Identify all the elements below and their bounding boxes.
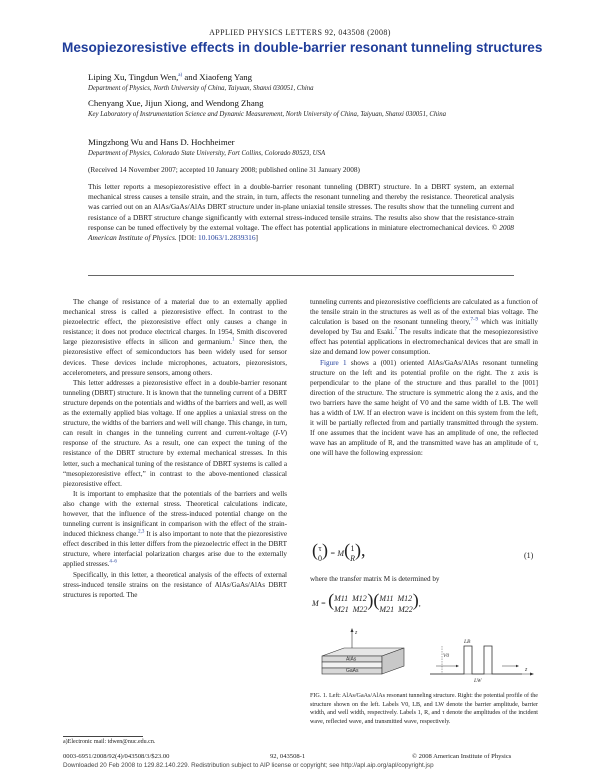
matrix-element: M21 xyxy=(334,605,349,615)
eq2-lhs: M = xyxy=(312,599,327,608)
text: This letter addresses a piezoresistive effect in a double-barrier resonant tunneling (DBRT) structure. It is known that the tunneling current of a DBRT structure depends on the potentials and widths of the barriers and well, as well as the externally applied bias voltage. If one applies a uniaxial stress on the structure, the widths of the barriers and well will change. This change, in turn, can result in changes in the tunneling current and current-voltage ( xyxy=(63,378,287,438)
abstract xyxy=(88,182,514,243)
download-line: Downloaded 20 Feb 2008 to 129.82.140.229. Redistribution subject to AIP license or copyright; see http://apl.aip.org/apl/copyright.jsp xyxy=(63,762,434,769)
abstract-divider xyxy=(88,275,514,276)
text: shows a (001) oriented AlAs/GaAs/AlAs resonant tunneling structure on the left and its potential profile on the right. The z axis is perpendicular to the plane of the structure and thus parallel to the [001] direction of the structure. The structure is symmetric along the z axis, and the two barriers have the same height of V0 and the same width of LB. The well has a width of LW. If an electron wave is incident on this system from the left, it will be partially reflected from and partially transmitted through the system. If one assumes that the incident wave has an amplitude of one, the reflected wave has an amplitude of R, and the transmitted wave has an amplitude of τ, one will have the following expression: xyxy=(310,358,538,458)
matrix-element: M11 xyxy=(334,594,349,604)
text: The change of resistance of a material due to an externally applied mechanical stress is called a piezoresistive effect. In contrast to the piezoelectric effect, the piezoresistive effect only causes a change in resistance; it does not produce electrical charges. In 1954, Smith discovered large piezoresistive effects in silicon and germanium. xyxy=(63,298,287,347)
doi-suffix: ] xyxy=(255,233,258,243)
paragraph xyxy=(310,358,538,459)
matrix-element: M12 xyxy=(352,594,367,604)
text: Specifically, in this letter, a theoretical analysis of the effects of external stress-induced tensile strains on the resistance of AlAs/GaAs/AlAs DBRT structures is reported. The xyxy=(63,570,287,599)
eq-rhs-bot: R xyxy=(350,554,355,564)
structure-diagram xyxy=(322,628,404,674)
paper-title: Mesopiezoresistive effects in double-barrier resonant tunneling structures xyxy=(62,40,543,55)
author-names-1-tail: and Xiaofeng Yang xyxy=(182,72,253,82)
label-v0: V0 xyxy=(443,653,450,659)
right-column xyxy=(310,297,538,459)
matrix-element: M12 xyxy=(397,594,413,604)
copyright-line: © 2008 American Institute of Physics. xyxy=(88,222,515,243)
paragraph xyxy=(63,378,287,489)
author-line-2: Chenyang Xue, Jijun Xiong, and Wendong Zhang xyxy=(88,98,264,108)
author-line-1 xyxy=(88,72,252,82)
eq-mid: = M xyxy=(330,549,345,558)
left-column xyxy=(63,297,287,600)
doi-link[interactable]: 10.1063/1.2839316 xyxy=(198,233,256,243)
bottom-page-number: 92, 043508-1 xyxy=(270,753,306,760)
transfer-matrix-text: where the transfer matrix M is determined by xyxy=(310,575,440,583)
text: The results indicate that the mesopiezoresistive effect has potential applications in electromechanical devices that are small in size and demand low power consumption. xyxy=(310,328,538,357)
affiliation-2: Key Laboratory of Instrumentation Science and Dynamic Measurement, North University of China, Taiyuan, Shanxi 030051, China xyxy=(88,111,446,118)
bottom-left-code: 0003-6951/2008/92(4)/043508/3/$23.00 xyxy=(63,753,170,760)
equation-1: (τ 0) = M(1 R), xyxy=(312,540,366,564)
eq-rhs-top: 1 xyxy=(350,544,355,554)
eq2-end: , xyxy=(418,599,421,608)
figure-1 xyxy=(312,626,542,684)
label-z-left: z xyxy=(355,630,358,636)
reference-link[interactable]: 7–9 xyxy=(470,317,478,323)
text: ) response of the structure. As a result, one can expect the tuning of the resistance of the DBRT structure by external mechanical stresses. In this letter, such a mechanical tuning of the resistance of DBRT systems is called a “mesopiezoresistive effect,” in contrast to the above-mentioned classical piezoresistive effect. xyxy=(63,429,287,488)
reference-link[interactable]: 1 xyxy=(232,338,235,343)
journal-header: APPLIED PHYSICS LETTERS 92, 043508 (2008) xyxy=(209,28,391,37)
matrix-element: M22 xyxy=(398,605,413,615)
reference-link[interactable]: 7 xyxy=(394,327,398,333)
paragraph xyxy=(63,570,287,600)
affiliation-1: Department of Physics, North University of China, Taiyuan, Shanxi 030051, China xyxy=(88,85,314,92)
affiliation-3: Department of Physics, Colorado State University, Fort Collins, Colorado 80523, USA xyxy=(88,150,326,157)
label-gaas: GaAs xyxy=(346,668,359,674)
paragraph xyxy=(63,297,287,378)
label-z-right: z xyxy=(525,667,528,673)
footnote: a)Electronic mail: tdwen@nuc.edu.cn. xyxy=(63,739,156,745)
equation-2: M = (M11 M12 M21 M22)(M11 M12 M21 M22), xyxy=(312,590,421,615)
bottom-right-copyright: © 2008 American Institute of Physics xyxy=(412,753,512,760)
text: tunneling currents and piezoresistive coefficients are calculated as a function of the tensile strain in the structures as well as of the external bias voltage. The calculation is based on the resonant tunneling theory, xyxy=(310,298,538,327)
label-alas: AlAs xyxy=(346,656,357,663)
eq-lhs-top: τ xyxy=(318,544,322,554)
doi-prefix: [DOI: xyxy=(178,233,199,243)
label-lw: LW xyxy=(474,678,482,684)
footnote-link[interactable]: a) xyxy=(178,73,183,79)
reference-link[interactable]: 4–6 xyxy=(109,560,117,566)
author-names-1: Liping Xu, Tingdun Wen, xyxy=(88,72,179,82)
text: It is also important to note that the piezoresistive effect described in this letter differs from the piezoelectric effect in the DBRT structure, where interfacial polarization charges arise due to the externally applied stresses. xyxy=(63,530,287,569)
text: It is important to emphasize that the potentials of the barriers and wells also change with the external stress. Theoretical calculations indicate, however, that the influence of the stress-induced potential change on the tunneling current is insignificant in comparison with the effect of the strain-induced thickness change. xyxy=(63,489,287,539)
matrix-element: M11 xyxy=(379,594,394,604)
label-lb: LB xyxy=(464,639,471,645)
matrix-element: M22 xyxy=(352,605,368,615)
author-line-3: Mingzhong Wu and Hans D. Hochheimer xyxy=(88,137,235,147)
figure-caption: FIG. 1. Left: AlAs/GaAs/AlAs resonant tunneling structure. Right: the potential profile of the structure shown on the left. Labels V0, LB, and LW denote the barrier amplitude, barrier width, and well width, respectively. Labels 1, R, and τ denote the amplitudes of the incident wave, reflected wave, and transmitted wave, respectively. xyxy=(310,693,538,725)
paragraph xyxy=(63,489,287,570)
equation-1-number: (1) xyxy=(524,551,534,560)
paragraph xyxy=(310,297,538,358)
reference-link[interactable]: 2,3 xyxy=(138,529,145,535)
abstract-text: This letter reports a mesopiezoresistive effect in a double-barrier resonant tunneling (DBRT) structure. In a DBRT system, an external mechanical stress causes a tensile strain, and the strain, in turn, affects the resonant tunneling and thereby the resistance. Theoretical analysis was carried out on an AlAs/GaAs/AlAs DBRT structure under in-plane uniaxial tensile stresses. The results show that the tunneling current and resistance of a DBRT structure change significantly with external stress-induced tensile strains. The results also show that the resistance-strain response can be tuned effectively by the external voltage. The effect has potential applications in miniature electromechanical devices. xyxy=(88,182,514,232)
iv-symbol: I-V xyxy=(275,429,285,438)
matrix-element: M21 xyxy=(379,605,395,615)
footnote-divider xyxy=(63,736,143,737)
received-dates: (Received 14 November 2007; accepted 10 January 2008; published online 31 January 2008) xyxy=(88,165,360,174)
figure-link[interactable]: Figure 1 xyxy=(320,358,347,367)
eq-lhs-bot: 0 xyxy=(318,554,322,564)
text: Since then, the piezoresistive effect of semiconductors has been widely used for sensor devices. These devices include microphones, actuators, piezoresistors, accelerometers, and pressure sensors, among others. xyxy=(63,338,287,377)
potential-profile xyxy=(430,639,534,684)
text: which was initially developed by Tsu and Esaki. xyxy=(310,318,539,337)
